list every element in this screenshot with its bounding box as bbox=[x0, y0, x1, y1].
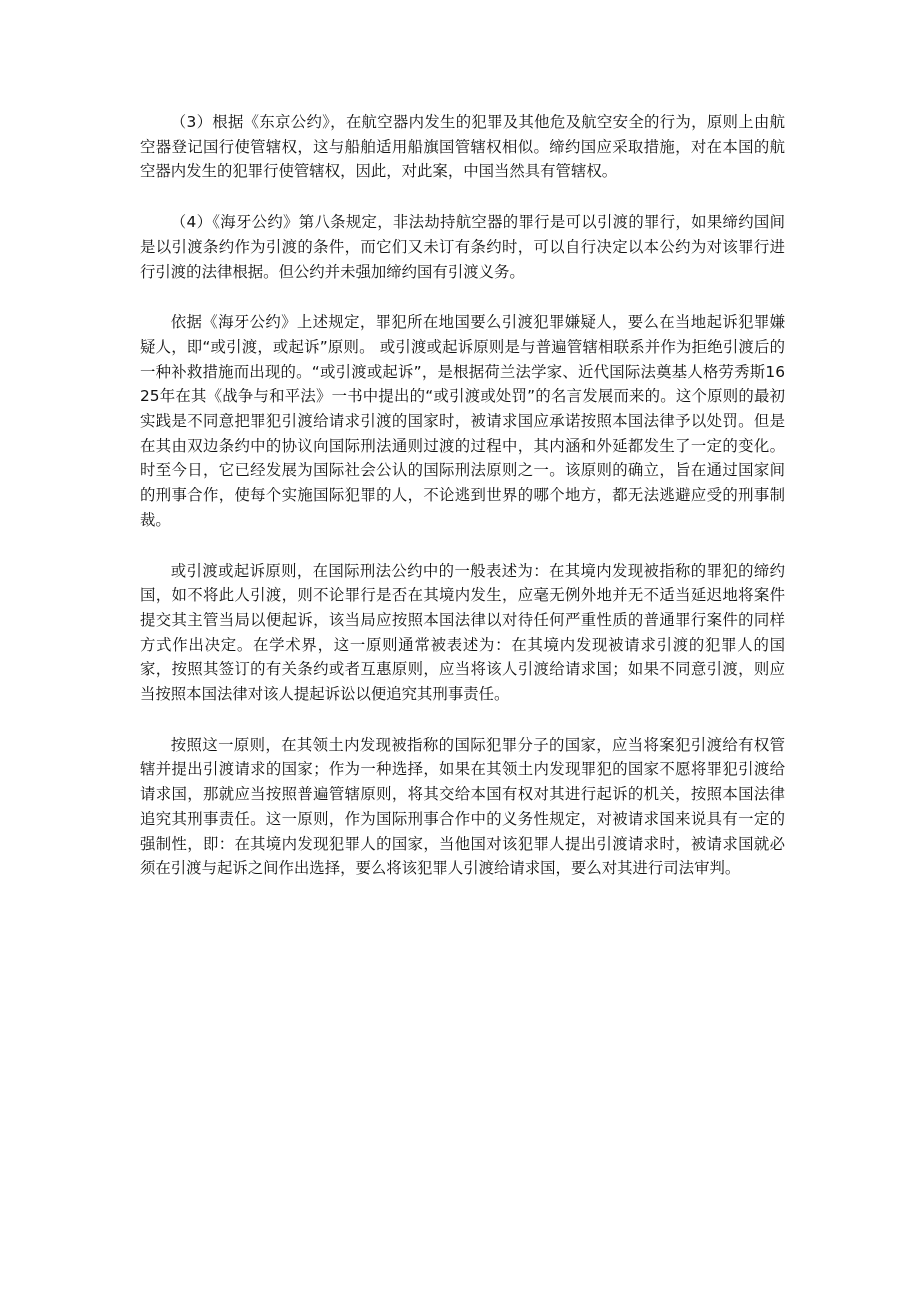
paragraph-principle-obligation: 按照这一原则，在其领土内发现被指称的国际犯罪分子的国家，应当将案犯引渡给有权管辖并提出引渡请求的国家；作为一种选择，如果在其领土内发现罪犯的国家不愿将罪犯引渡给请求国，那就应当按照普遍管辖原则，将其交给本国有权对其进行起诉的机关，按照本国法律追究其刑事责任。这一原则，作为国际刑事合作中的义务性规定，对被请求国来说具有一定的强制性，即：在其境内发现犯罪人的国家，当他国对该犯罪人提出引渡请求时，被请求国就必须在引渡与起诉之间作出选择，要么将该犯罪人引渡给请求国，要么对其进行司法审判。 bbox=[140, 735, 785, 878]
document-body bbox=[140, 110, 785, 907]
paragraph-tokyo-convention: （3）根据《东京公约》，在航空器内发生的犯罪及其他危及航空安全的行为，原则上由航空器登记国行使管辖权，这与船舶适用船旗国管辖权相似。缔约国应采取措施，对在本国的航空器内发生的犯罪行使管辖权，因此，对此案，中国当然具有管辖权。 bbox=[140, 113, 785, 181]
paragraph-extradite-or-prosecute-origin: 依据《海牙公约》上述规定，罪犯所在地国要么引渡犯罪嫌疑人，要么在当地起诉犯罪嫌疑人，即“或引渡，或起诉”原则。 或引渡或起诉原则是与普遍管辖相联系并作为拒绝引渡后的一种补救措施而出现的。“或引渡或起诉”，是根据荷兰法学家、近代国际法奠基人格劳秀斯1625年在其《战争与和平法》一书中提出的“或引渡或处罚”的名言发展而来的。这个原则的最初实践是不同意把罪犯引渡给请求引渡的国家时，被请求国应承诺按照本国法律予以处罚。但是在其由双边条约中的协议向国际刑法通则过渡的过程中，其内涵和外延都发生了一定的变化。时至今日，它已经发展为国际社会公认的国际刑法原则之一。该原则的确立，旨在通过国家间的刑事合作，使每个实施国际犯罪的人，不论逃到世界的哪个地方，都无法逃避应受的刑事制裁。 bbox=[140, 313, 785, 529]
paragraph-hague-convention-article-8: （4）《海牙公约》第八条规定，非法劫持航空器的罪行是可以引渡的罪行，如果缔约国间是以引渡条约作为引渡的条件，而它们又未订有条约时，可以自行决定以本公约为对该罪行进行引渡的法律根据。但公约并未强加缔约国有引渡义务。 bbox=[140, 213, 785, 281]
paragraph-principle-formulation: 或引渡或起诉原则，在国际刑法公约中的一般表述为：在其境内发现被指称的罪犯的缔约国，如不将此人引渡，则不论罪行是否在其境内发生，应毫无例外地并无不适当延迟地将案件提交其主管当局以便起诉，该当局应按照本国法律以对待任何严重性质的普通罪行案件的同样方式作出决定。在学术界，这一原则通常被表述为：在其境内发现被请求引渡的犯罪人的国家，按照其签订的有关条约或者互惠原则，应当将该人引渡给请求国；如果不同意引渡，则应当按照本国法律对该人提起诉讼以便追究其刑事责任。 bbox=[140, 561, 785, 704]
